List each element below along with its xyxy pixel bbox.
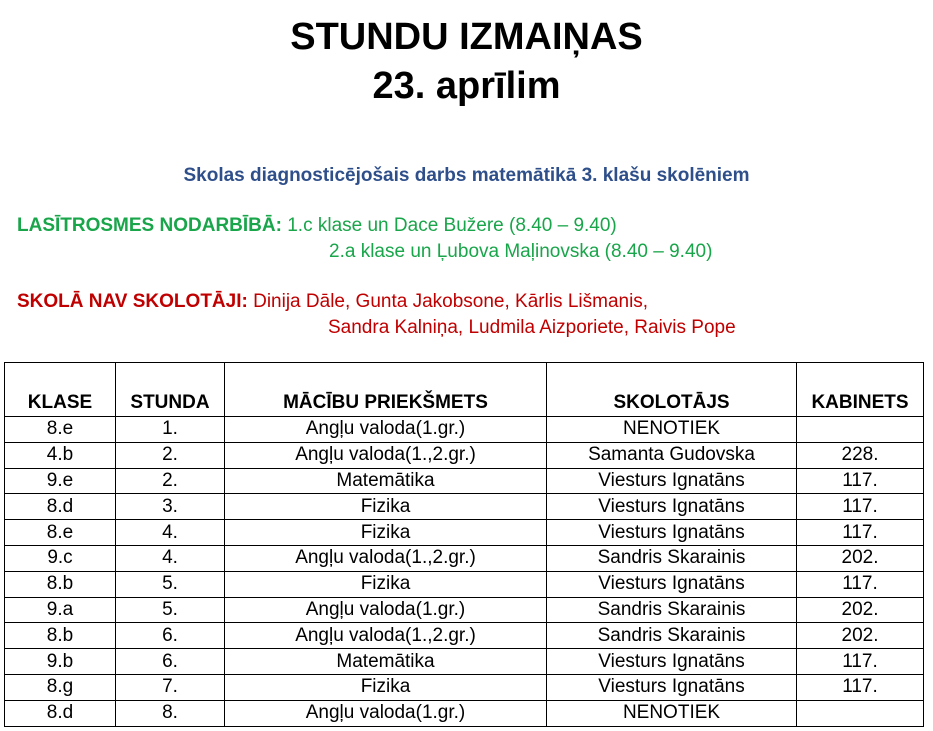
cell-teacher: Viesturs Ignatāns — [547, 674, 797, 700]
cell-room: 202. — [797, 623, 924, 649]
cell-lesson: 2. — [116, 468, 225, 494]
cell-class: 9.a — [5, 597, 116, 623]
cell-lesson: 8. — [116, 700, 225, 726]
cell-class: 8.e — [5, 520, 116, 546]
table-row — [5, 545, 924, 571]
cell-room: 202. — [797, 545, 924, 571]
cell-teacher: Viesturs Ignatāns — [547, 468, 797, 494]
cell-teacher: NENOTIEK — [547, 700, 797, 726]
cell-room: 202. — [797, 597, 924, 623]
table-row — [5, 700, 924, 726]
cell-room: 117. — [797, 674, 924, 700]
cell-teacher: Sandris Skarainis — [547, 623, 797, 649]
cell-class: 8.b — [5, 623, 116, 649]
cell-lesson: 7. — [116, 674, 225, 700]
table-row — [5, 649, 924, 675]
cell-teacher: NENOTIEK — [547, 417, 797, 443]
column-header-lesson: STUNDA — [116, 363, 225, 417]
cell-subject: Fizika — [225, 571, 547, 597]
cell-lesson: 2. — [116, 442, 225, 468]
cell-class: 9.e — [5, 468, 116, 494]
cell-lesson: 1. — [116, 417, 225, 443]
column-header-class: KLASE — [5, 363, 116, 417]
cell-teacher: Viesturs Ignatāns — [547, 571, 797, 597]
schedule-table — [4, 362, 924, 727]
absent-label: SKOLĀ NAV SKOLOTĀJI: — [17, 291, 248, 312]
reading-label: LASĪTROSMES NODARBĪBĀ: — [17, 215, 282, 236]
reading-entry-2: 2.a klase un Ļubova Maļinovska (8.40 – 9.40) — [329, 241, 713, 262]
cell-lesson: 6. — [116, 623, 225, 649]
cell-lesson: 4. — [116, 520, 225, 546]
cell-room — [797, 417, 924, 443]
cell-class: 9.b — [5, 649, 116, 675]
cell-teacher: Viesturs Ignatāns — [547, 494, 797, 520]
cell-subject: Fizika — [225, 674, 547, 700]
cell-room: 117. — [797, 468, 924, 494]
cell-teacher: Sandris Skarainis — [547, 545, 797, 571]
cell-lesson: 5. — [116, 597, 225, 623]
reading-line-1 — [17, 214, 617, 238]
cell-room: 117. — [797, 649, 924, 675]
cell-class: 8.g — [5, 674, 116, 700]
cell-teacher: Samanta Gudovska — [547, 442, 797, 468]
cell-class: 8.d — [5, 494, 116, 520]
cell-subject: Matemātika — [225, 649, 547, 675]
table-header-row — [5, 363, 924, 417]
cell-class: 8.e — [5, 417, 116, 443]
cell-subject: Angļu valoda(1.gr.) — [225, 597, 547, 623]
cell-subject: Angļu valoda(1.,2.gr.) — [225, 442, 547, 468]
cell-class: 4.b — [5, 442, 116, 468]
cell-room: 117. — [797, 494, 924, 520]
table-row — [5, 468, 924, 494]
cell-subject: Fizika — [225, 520, 547, 546]
absent-line-1 — [17, 290, 648, 314]
cell-room: 228. — [797, 442, 924, 468]
cell-teacher: Sandris Skarainis — [547, 597, 797, 623]
table-row — [5, 597, 924, 623]
cell-class: 9.c — [5, 545, 116, 571]
column-header-teacher: SKOLOTĀJS — [547, 363, 797, 417]
table-row — [5, 494, 924, 520]
cell-room — [797, 700, 924, 726]
cell-lesson: 4. — [116, 545, 225, 571]
absent-names-1: Dinija Dāle, Gunta Jakobsone, Kārlis Lišmanis, — [253, 291, 649, 312]
cell-subject: Matemātika — [225, 468, 547, 494]
page-date: 23. aprīlim — [372, 65, 561, 107]
column-header-subject: MĀCĪBU PRIEKŠMETS — [225, 363, 547, 417]
cell-lesson: 3. — [116, 494, 225, 520]
page-title: STUNDU IZMAIŅAS — [290, 16, 643, 58]
cell-subject: Fizika — [225, 494, 547, 520]
reading-entry-1: 1.c klase un Dace Bužere (8.40 – 9.40) — [287, 215, 617, 236]
table-row — [5, 520, 924, 546]
table-row — [5, 674, 924, 700]
table-row — [5, 442, 924, 468]
cell-class: 8.d — [5, 700, 116, 726]
column-header-room: KABINETS — [797, 363, 924, 417]
cell-lesson: 5. — [116, 571, 225, 597]
cell-subject: Angļu valoda(1.gr.) — [225, 700, 547, 726]
table-row — [5, 417, 924, 443]
table-row — [5, 571, 924, 597]
cell-lesson: 6. — [116, 649, 225, 675]
absent-names-2: Sandra Kalniņa, Ludmila Aizporiete, Raivis Pope — [328, 317, 736, 338]
cell-room: 117. — [797, 571, 924, 597]
cell-subject: Angļu valoda(1.,2.gr.) — [225, 623, 547, 649]
table-row — [5, 623, 924, 649]
cell-subject: Angļu valoda(1.gr.) — [225, 417, 547, 443]
notice-text: Skolas diagnosticējošais darbs matemātikā 3. klašu skolēniem — [183, 165, 750, 186]
cell-teacher: Viesturs Ignatāns — [547, 649, 797, 675]
cell-class: 8.b — [5, 571, 116, 597]
cell-teacher: Viesturs Ignatāns — [547, 520, 797, 546]
cell-subject: Angļu valoda(1.,2.gr.) — [225, 545, 547, 571]
cell-room: 117. — [797, 520, 924, 546]
